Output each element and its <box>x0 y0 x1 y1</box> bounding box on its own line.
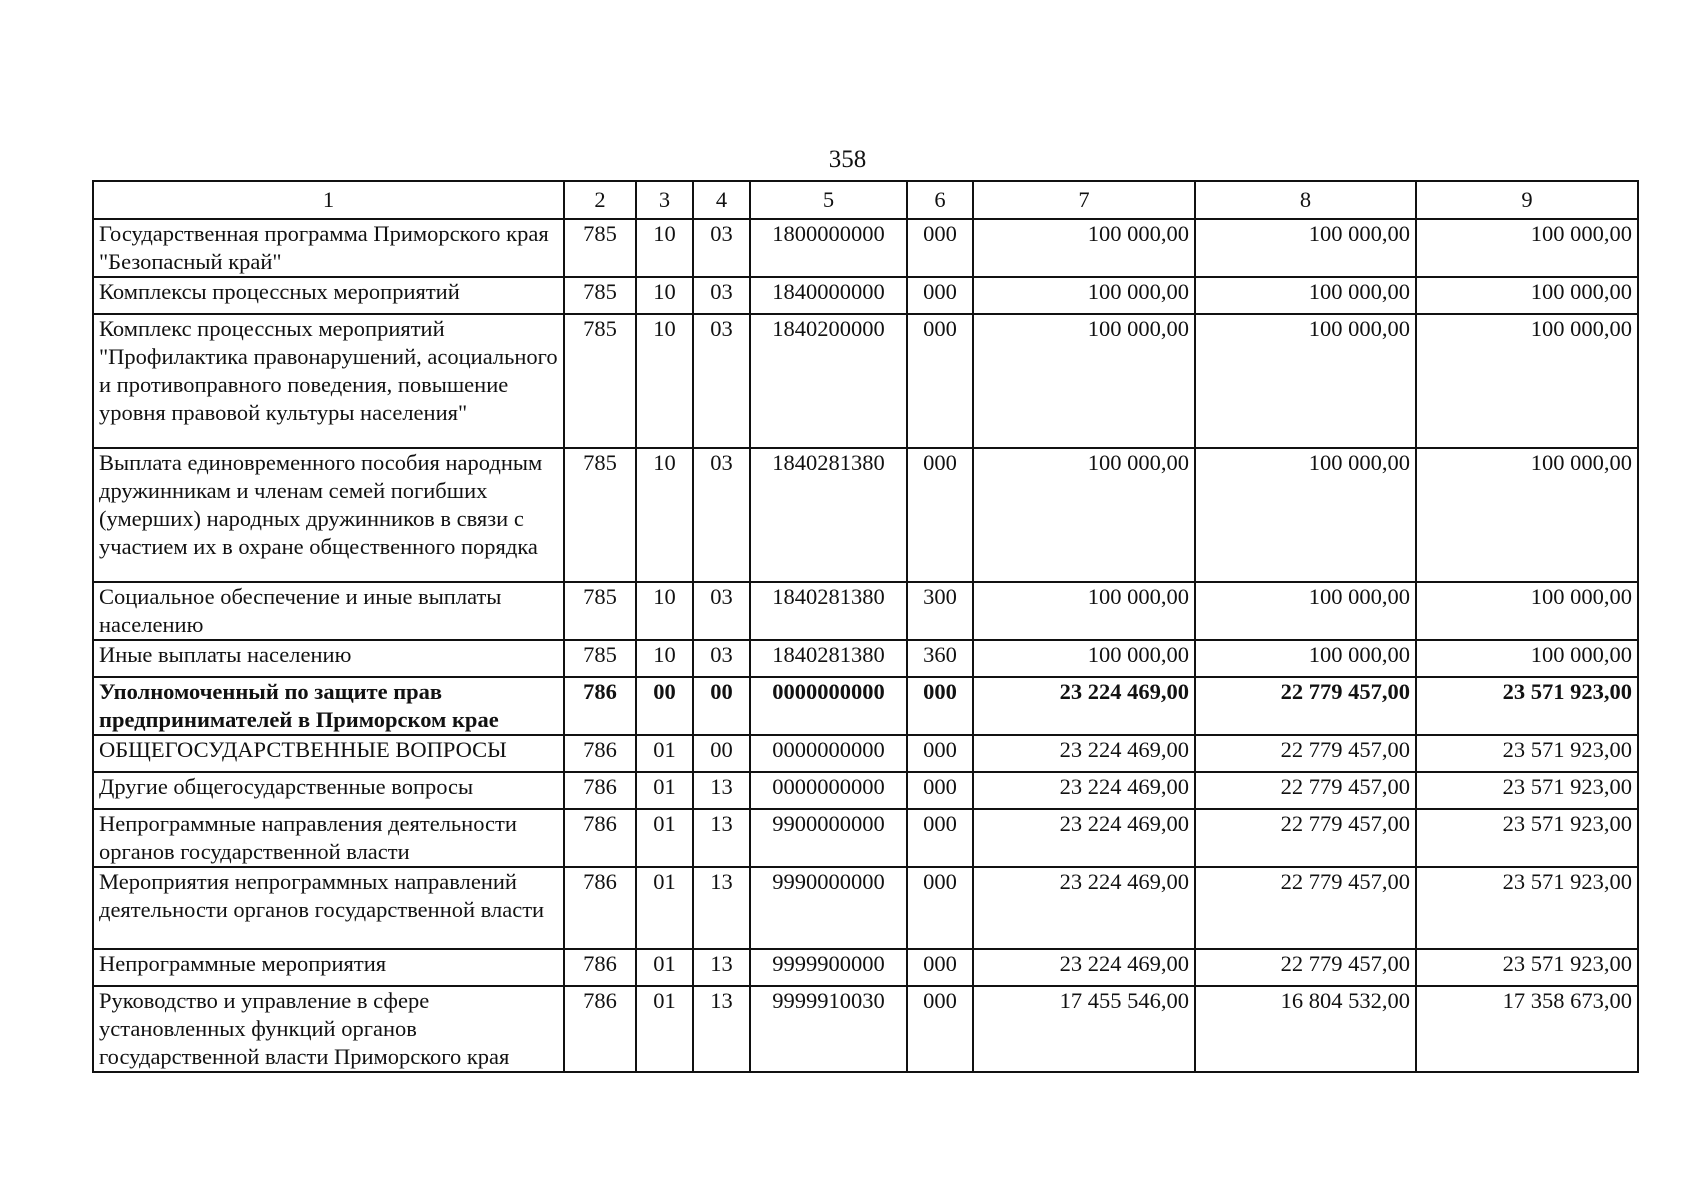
cell-amount-7: 100 000,00 <box>973 448 1195 582</box>
cell-code-6: 000 <box>907 219 973 277</box>
cell-code-4: 13 <box>693 986 750 1072</box>
cell-name: Иные выплаты населению <box>93 640 564 677</box>
cell-code-4: 13 <box>693 772 750 809</box>
cell-amount-8: 22 779 457,00 <box>1195 949 1416 986</box>
cell-code-2: 786 <box>564 986 636 1072</box>
cell-code-5: 1840281380 <box>750 448 907 582</box>
cell-code-3: 10 <box>636 640 693 677</box>
cell-amount-7: 23 224 469,00 <box>973 867 1195 949</box>
table-body <box>93 219 1638 1072</box>
cell-amount-9: 17 358 673,00 <box>1416 986 1638 1072</box>
cell-code-2: 785 <box>564 448 636 582</box>
table-row <box>93 677 1638 735</box>
cell-amount-9: 23 571 923,00 <box>1416 867 1638 949</box>
column-header-8: 8 <box>1195 181 1416 219</box>
cell-code-2: 785 <box>564 582 636 640</box>
table-row <box>93 949 1638 986</box>
cell-code-5: 9999910030 <box>750 986 907 1072</box>
cell-code-2: 786 <box>564 735 636 772</box>
cell-name: Мероприятия непрограммных направлений деятельности органов государственной власти <box>93 867 564 949</box>
cell-name: Руководство и управление в сфере установленных функций органов государственной власти Приморского края <box>93 986 564 1072</box>
cell-code-2: 785 <box>564 314 636 448</box>
cell-code-6: 000 <box>907 986 973 1072</box>
cell-code-2: 786 <box>564 772 636 809</box>
cell-code-3: 10 <box>636 448 693 582</box>
column-header-3: 3 <box>636 181 693 219</box>
cell-code-6: 000 <box>907 677 973 735</box>
cell-name: Непрограммные направления деятельности органов государственной власти <box>93 809 564 867</box>
cell-amount-9: 100 000,00 <box>1416 314 1638 448</box>
cell-code-3: 10 <box>636 277 693 314</box>
cell-code-4: 03 <box>693 219 750 277</box>
cell-code-5: 1840200000 <box>750 314 907 448</box>
cell-code-4: 13 <box>693 867 750 949</box>
cell-code-4: 13 <box>693 809 750 867</box>
cell-amount-7: 23 224 469,00 <box>973 809 1195 867</box>
cell-code-3: 01 <box>636 735 693 772</box>
cell-amount-7: 23 224 469,00 <box>973 772 1195 809</box>
cell-amount-7: 23 224 469,00 <box>973 949 1195 986</box>
cell-amount-7: 17 455 546,00 <box>973 986 1195 1072</box>
cell-name: Выплата единовременного пособия народным дружинникам и членам семей погибших (умерших) народных дружинников в связи с участием их в охране общественного порядка <box>93 448 564 582</box>
cell-code-4: 03 <box>693 448 750 582</box>
cell-code-6: 000 <box>907 735 973 772</box>
cell-code-6: 000 <box>907 314 973 448</box>
cell-code-3: 01 <box>636 986 693 1072</box>
cell-code-5: 0000000000 <box>750 677 907 735</box>
column-header-2: 2 <box>564 181 636 219</box>
cell-code-2: 785 <box>564 277 636 314</box>
cell-amount-7: 100 000,00 <box>973 277 1195 314</box>
cell-amount-8: 16 804 532,00 <box>1195 986 1416 1072</box>
table-header-row <box>93 181 1638 219</box>
cell-name: Социальное обеспечение и иные выплаты населению <box>93 582 564 640</box>
column-header-4: 4 <box>693 181 750 219</box>
cell-name: ОБЩЕГОСУДАРСТВЕННЫЕ ВОПРОСЫ <box>93 735 564 772</box>
cell-amount-8: 22 779 457,00 <box>1195 735 1416 772</box>
cell-name: Непрограммные мероприятия <box>93 949 564 986</box>
cell-amount-8: 100 000,00 <box>1195 277 1416 314</box>
cell-amount-8: 100 000,00 <box>1195 314 1416 448</box>
table-row <box>93 314 1638 448</box>
cell-amount-9: 100 000,00 <box>1416 582 1638 640</box>
cell-amount-9: 23 571 923,00 <box>1416 949 1638 986</box>
cell-amount-9: 100 000,00 <box>1416 640 1638 677</box>
table-row <box>93 809 1638 867</box>
cell-code-3: 01 <box>636 772 693 809</box>
table-row <box>93 219 1638 277</box>
cell-name: Другие общегосударственные вопросы <box>93 772 564 809</box>
cell-amount-7: 100 000,00 <box>973 640 1195 677</box>
cell-code-2: 785 <box>564 640 636 677</box>
cell-name: Комплекс процессных мероприятий "Профилактика правонарушений, асоциального и противоправного поведения, повышение уровня правовой культуры населения" <box>93 314 564 448</box>
cell-amount-8: 22 779 457,00 <box>1195 809 1416 867</box>
table-row <box>93 582 1638 640</box>
cell-code-4: 03 <box>693 277 750 314</box>
cell-amount-9: 23 571 923,00 <box>1416 809 1638 867</box>
cell-code-3: 00 <box>636 677 693 735</box>
cell-code-3: 10 <box>636 219 693 277</box>
cell-code-2: 786 <box>564 867 636 949</box>
cell-code-3: 01 <box>636 949 693 986</box>
table-row <box>93 867 1638 949</box>
cell-amount-7: 23 224 469,00 <box>973 677 1195 735</box>
cell-code-5: 9999900000 <box>750 949 907 986</box>
cell-code-6: 000 <box>907 949 973 986</box>
column-header-7: 7 <box>973 181 1195 219</box>
cell-code-4: 03 <box>693 640 750 677</box>
budget-table <box>92 180 1639 1073</box>
cell-code-6: 300 <box>907 582 973 640</box>
cell-amount-9: 100 000,00 <box>1416 219 1638 277</box>
table-row <box>93 277 1638 314</box>
cell-code-4: 00 <box>693 735 750 772</box>
table-row <box>93 735 1638 772</box>
cell-code-5: 9900000000 <box>750 809 907 867</box>
column-header-9: 9 <box>1416 181 1638 219</box>
cell-amount-9: 23 571 923,00 <box>1416 772 1638 809</box>
cell-name: Комплексы процессных мероприятий <box>93 277 564 314</box>
column-header-6: 6 <box>907 181 973 219</box>
cell-amount-8: 100 000,00 <box>1195 640 1416 677</box>
cell-amount-8: 100 000,00 <box>1195 219 1416 277</box>
cell-code-5: 0000000000 <box>750 735 907 772</box>
cell-amount-8: 22 779 457,00 <box>1195 677 1416 735</box>
cell-code-3: 10 <box>636 582 693 640</box>
cell-amount-7: 100 000,00 <box>973 314 1195 448</box>
table-row <box>93 448 1638 582</box>
cell-amount-9: 23 571 923,00 <box>1416 677 1638 735</box>
cell-amount-7: 100 000,00 <box>973 582 1195 640</box>
cell-code-4: 03 <box>693 314 750 448</box>
cell-code-5: 1840281380 <box>750 582 907 640</box>
cell-amount-9: 100 000,00 <box>1416 277 1638 314</box>
cell-amount-8: 22 779 457,00 <box>1195 867 1416 949</box>
cell-code-2: 786 <box>564 809 636 867</box>
table-row <box>93 986 1638 1072</box>
cell-code-5: 1800000000 <box>750 219 907 277</box>
cell-code-4: 13 <box>693 949 750 986</box>
cell-code-2: 786 <box>564 677 636 735</box>
cell-code-5: 0000000000 <box>750 772 907 809</box>
cell-amount-7: 100 000,00 <box>973 219 1195 277</box>
cell-amount-9: 100 000,00 <box>1416 448 1638 582</box>
cell-amount-8: 22 779 457,00 <box>1195 772 1416 809</box>
cell-code-2: 786 <box>564 949 636 986</box>
cell-code-5: 1840000000 <box>750 277 907 314</box>
cell-amount-8: 100 000,00 <box>1195 582 1416 640</box>
table-row <box>93 772 1638 809</box>
cell-code-6: 360 <box>907 640 973 677</box>
cell-name: Государственная программа Приморского края "Безопасный край" <box>93 219 564 277</box>
cell-code-6: 000 <box>907 772 973 809</box>
cell-code-5: 9990000000 <box>750 867 907 949</box>
column-header-5: 5 <box>750 181 907 219</box>
cell-amount-7: 23 224 469,00 <box>973 735 1195 772</box>
cell-code-2: 785 <box>564 219 636 277</box>
column-header-1: 1 <box>93 181 564 219</box>
cell-code-4: 03 <box>693 582 750 640</box>
cell-code-6: 000 <box>907 867 973 949</box>
table-row <box>93 640 1638 677</box>
cell-name: Уполномоченный по защите прав предпринимателей в Приморском крае <box>93 677 564 735</box>
cell-code-3: 01 <box>636 809 693 867</box>
cell-code-6: 000 <box>907 809 973 867</box>
cell-code-3: 10 <box>636 314 693 448</box>
cell-amount-8: 100 000,00 <box>1195 448 1416 582</box>
page-number: 358 <box>828 146 867 173</box>
cell-code-6: 000 <box>907 277 973 314</box>
cell-code-6: 000 <box>907 448 973 582</box>
cell-code-3: 01 <box>636 867 693 949</box>
cell-amount-9: 23 571 923,00 <box>1416 735 1638 772</box>
cell-code-4: 00 <box>693 677 750 735</box>
cell-code-5: 1840281380 <box>750 640 907 677</box>
